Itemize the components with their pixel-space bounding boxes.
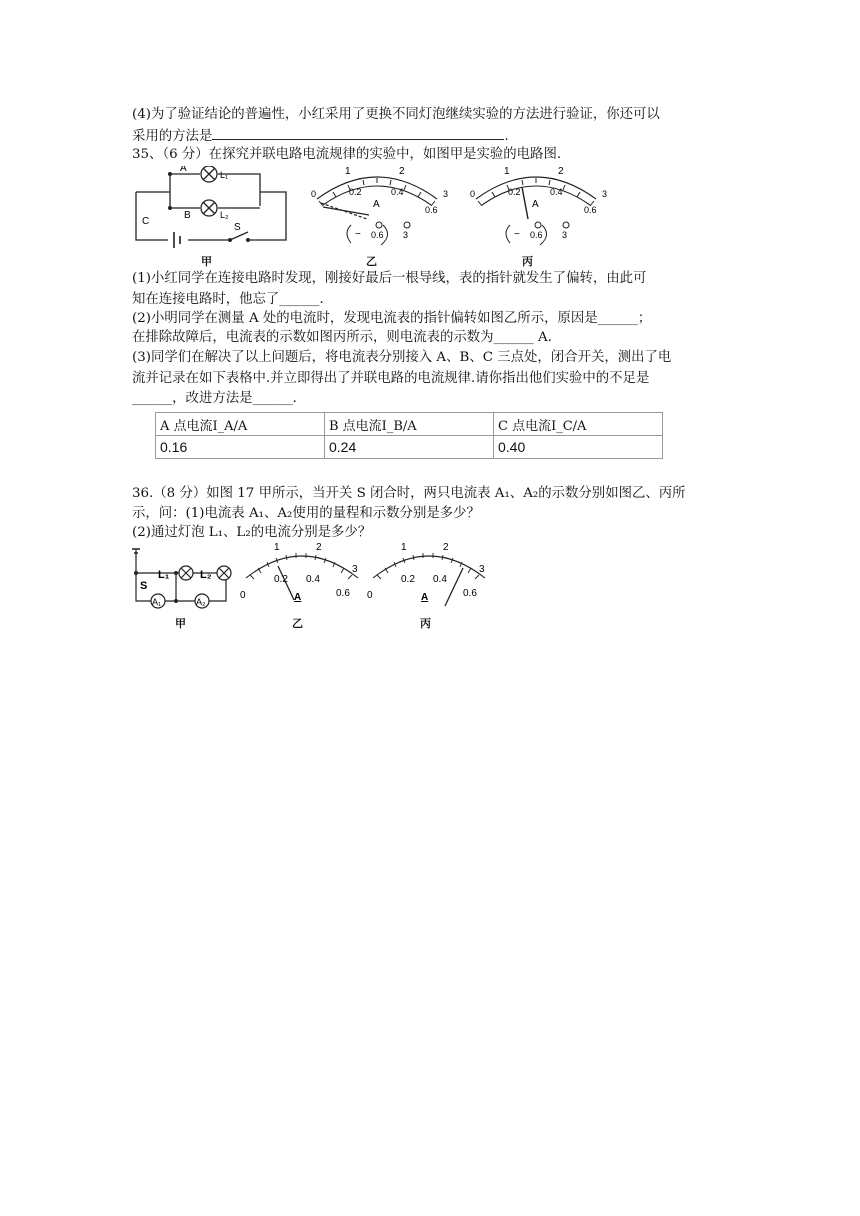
q36-heading-line2: 示，问：(1)电流表 A₁、A₂使用的量程和示数分别是多少？ [132,506,480,521]
table-header-c: C 点电流I_C/A [494,413,663,436]
q35-bing-unit: A [532,199,539,210]
q35-yi-tick-3: 3 [443,189,449,199]
q35-yi-terminal-3: 3 [403,230,409,240]
q36-jia-label-a2: A₂ [196,597,206,607]
q35-bing-terminal-3: 3 [562,230,568,240]
q35-bing-tick-1: 1 [504,166,510,177]
q35-p2-line2: 在排除故障后，电流表的示数如图丙所示，则电流表的示数为______ A. [132,330,552,345]
q36-yi-tick-02: 0.2 [274,574,288,585]
q35-bing-tick-06: 0.6 [584,205,597,215]
q36-yi-tick-1: 1 [274,542,280,553]
table-header-a: A 点电流I_A/A [156,413,325,436]
q36-bing-unit: A [421,592,429,603]
q34-4-answer-blank[interactable] [212,127,504,140]
q35-bing-terminal-06: 0.6 [530,230,543,240]
q35-bing-tick-02: 0.2 [508,187,521,197]
q36-yi-tick-06: 0.6 [336,588,350,599]
q35-jia-caption: 甲 [201,255,212,268]
q36-yi-caption: 乙 [292,617,303,630]
table-header-row [156,413,663,436]
q36-ammeter-bing [367,540,491,616]
table-header-b: B 点电流I_B/A [325,413,494,436]
q35-yi-tick-02: 0.2 [349,187,362,197]
q35-yi-tick-06: 0.6 [425,205,438,215]
q36-yi-tick-3: 3 [352,564,358,575]
q35-bing-terminal-neg: − [514,229,520,240]
q35-ammeter-bing [462,163,610,267]
q35-jia-label-l1: L₁ [220,170,229,180]
q36-jia-label-l2: L₂ [200,569,212,581]
q34-4-line1: (4)为了验证结论的普遍性，小红采用了更换不同灯泡继续实验的方法进行验证，你还可以 [132,107,660,122]
q36-jia-label-l1: L₁ [158,569,170,581]
q36-jia-label-a1: A₁ [152,597,162,607]
q34-4-line2 [132,127,509,146]
q36-bing-tick-04: 0.4 [433,574,447,585]
q35-yi-unit: A [373,199,380,210]
q36-ammeter-yi [240,540,364,616]
q35-yi-tick-1: 1 [345,166,351,177]
q35-p3-line2: 流并记录在如下表格中.并立即得出了并联电路的电流规律.请你指出他们实验中的不足是 [132,371,650,386]
q36-bing-tick-0: 0 [367,590,373,601]
q36-yi-tick-0: 0 [240,590,246,601]
q35-jia-label-b: B [184,210,191,221]
q35-yi-terminal-neg: − [355,229,361,240]
q35-jia-label-l2: L₂ [220,210,229,220]
q36-bing-tick-2: 2 [443,542,449,553]
q35-jia-label-c: C [142,216,150,227]
q35-ammeter-yi [303,163,451,267]
q35-yi-caption: 乙 [366,255,377,268]
q34-4-period: . [504,129,509,144]
q36-circuit-figure [130,545,240,619]
table-cell-b: 0.24 [325,436,494,459]
q35-bing-tick-2: 2 [558,166,564,177]
q35-p1-line2: 知在连接电路时，他忘了______． [132,292,333,307]
q36-bing-tick-06: 0.6 [463,588,477,599]
table-cell-c: 0.40 [494,436,663,459]
q35-bing-caption: 丙 [522,255,533,268]
q35-yi-terminal-06: 0.6 [371,230,384,240]
q35-p1-line1: (1)小红同学在连接电路时发现，刚接好最后一根导线，表的指针就发生了偏转，由此可 [132,271,647,286]
q36-yi-tick-2: 2 [316,542,322,553]
q36-yi-tick-04: 0.4 [306,574,320,585]
q35-current-table [155,412,663,459]
q36-bing-tick-02: 0.2 [401,574,415,585]
table-cell-a: 0.16 [156,436,325,459]
q35-bing-tick-04: 0.4 [550,187,563,197]
q35-heading: 35、（6 分）在探究并联电路电流规律的实验中，如图甲是实验的电路图. [132,147,562,162]
q35-jia-label-s: S [234,222,241,233]
q35-yi-tick-0: 0 [311,189,317,199]
q36-heading-line1: 36.（8 分）如图 17 甲所示，当开关 S 闭合时，两只电流表 A₁、A₂的示数分别如图乙、丙所 [132,486,686,501]
q35-yi-tick-04: 0.4 [391,187,404,197]
q34-4-prompt: 采用的方法是 [132,129,213,144]
q36-bing-tick-1: 1 [401,542,407,553]
q35-p3-line1: (3)同学们在解决了以上问题后，将电流表分别接入 A、B、C 三点处，闭合开关，测出了电 [132,350,672,365]
q35-p2-line1: (2)小明同学在测量 A 处的电流时，发现电流表的指针偏转如图乙所示，原因是______； [132,311,652,326]
q36-jia-caption: 甲 [175,617,186,630]
q35-yi-tick-2: 2 [399,166,405,177]
q36-jia-label-s: S [140,580,148,592]
q36-bing-tick-3: 3 [479,564,485,575]
q36-heading-line3: (2)通过灯泡 L₁、L₂的电流分别是多少？ [132,525,372,540]
q35-p3-line3: ______，改进方法是______． [132,391,307,406]
q35-bing-tick-3: 3 [602,189,608,199]
q35-bing-tick-0: 0 [470,189,476,199]
q36-bing-caption: 丙 [420,617,431,630]
table-row [156,436,663,459]
q36-yi-unit: A [294,592,302,603]
q35-jia-label-a: A [180,166,187,174]
